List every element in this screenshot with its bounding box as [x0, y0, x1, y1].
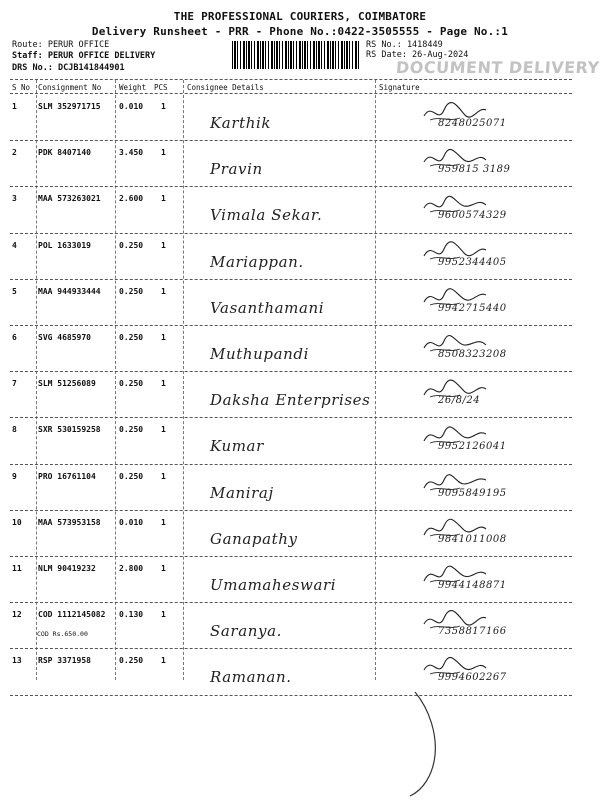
company-title: THE PROFESSIONAL COURIERS, COIMBATORE	[173, 10, 427, 23]
row-signature-phone: 9095849195	[438, 487, 507, 499]
row-consignment-no: MAA 944933444	[38, 286, 101, 296]
row-rule	[10, 279, 572, 280]
col-header-signature: Signature	[379, 83, 420, 92]
row-signature-phone: 8248025071	[438, 118, 507, 129]
row-signature	[420, 98, 580, 142]
row-signature-phone: 9942715440	[438, 302, 507, 314]
row-consignee-name: Maniraj	[210, 483, 274, 502]
row-weight: 0.010	[119, 102, 144, 111]
row-sno: 9	[12, 471, 17, 481]
row-weight: 0.010	[119, 517, 144, 527]
row-consignee-name: Umamaheswari	[210, 576, 337, 594]
row-rule	[10, 186, 572, 187]
row-consignee-name: Karthik	[210, 114, 272, 132]
row-weight: 0.250	[119, 379, 144, 389]
row-signature	[420, 329, 580, 373]
row-rule	[10, 648, 572, 649]
row-rule	[10, 325, 572, 326]
table-row	[10, 327, 572, 373]
row-consignee-name: Daksha Enterprises	[210, 391, 371, 410]
row-signature-phone: 9944148871	[438, 580, 507, 591]
row-consignment-no: PDK 8407140	[38, 148, 91, 158]
row-weight: 0.250	[119, 333, 144, 342]
row-pcs: 1	[161, 517, 166, 527]
row-consignment-no: SLM 352971715	[38, 102, 101, 111]
row-rule	[10, 695, 572, 696]
table-row	[10, 188, 572, 234]
drs-number: DRS No.: DCJB141844901	[12, 63, 125, 73]
pen-stroke-mark	[385, 690, 445, 800]
row-sno: 5	[12, 286, 17, 296]
row-sno: 1	[12, 102, 17, 111]
row-signature-phone: 9994602267	[438, 672, 507, 684]
row-sno: 12	[12, 610, 22, 620]
row-pcs: 1	[161, 425, 166, 435]
row-consignee-name: Vasanthamani	[210, 298, 325, 317]
row-signature	[420, 283, 580, 327]
row-weight: 0.250	[119, 471, 144, 481]
table-row	[10, 142, 572, 188]
row-rule	[10, 140, 572, 141]
table-row	[10, 512, 572, 558]
row-sno: 10	[12, 517, 22, 527]
row-weight: 3.450	[119, 148, 144, 158]
row-pcs: 1	[161, 286, 166, 296]
table-row	[10, 281, 572, 327]
table-row	[10, 373, 572, 419]
table-row	[10, 96, 572, 142]
table-row	[10, 604, 572, 650]
row-signature	[420, 237, 580, 281]
row-consignee-name: Saranya.	[210, 622, 282, 641]
row-rule	[10, 417, 572, 418]
row-signature	[420, 421, 580, 465]
row-rule	[10, 464, 572, 465]
row-consignment-no: SXR 530159258	[38, 425, 101, 435]
row-pcs: 1	[161, 240, 166, 250]
row-signature-phone: 9600574329	[438, 210, 507, 222]
row-signature-phone: 26/8/24	[438, 395, 481, 407]
row-rule	[10, 602, 572, 603]
row-weight: 0.250	[119, 286, 144, 296]
row-pcs: 1	[161, 333, 166, 342]
rs-number: RS No.: 1418449	[366, 40, 443, 50]
runsheet-subtitle: Delivery Runsheet - PRR - Phone No.:0422-3505555 - Page No.:1	[91, 25, 509, 38]
row-cod-note: COD Rs.650.00	[37, 630, 88, 639]
row-consignment-no: MAA 573953158	[38, 517, 101, 527]
row-consignee-name: Mariappan.	[210, 252, 304, 271]
col-header-consignee: Consignee Details	[187, 83, 264, 92]
row-consignment-no: SLM 51256089	[38, 379, 96, 389]
row-signature-phone: 9952126041	[438, 441, 507, 453]
row-sno: 3	[12, 194, 17, 204]
col-header-pcs: PCS	[154, 83, 168, 92]
row-signature-phone: 8508323208	[438, 349, 507, 360]
row-pcs: 1	[161, 379, 166, 389]
row-weight: 2.800	[119, 564, 144, 573]
row-consignee-name: Kumar	[210, 437, 264, 456]
route-label: Route: PERUR OFFICE	[12, 40, 110, 50]
row-sno: 13	[12, 656, 22, 666]
row-signature	[420, 560, 580, 604]
row-consignment-no: NLM 90419232	[38, 564, 96, 573]
row-consignee-name: Vimala Sekar.	[210, 206, 323, 225]
row-consignee-name: Pravin	[210, 160, 263, 179]
row-signature	[420, 144, 580, 188]
col-header-sno: S No	[12, 83, 31, 92]
table-row	[10, 650, 572, 696]
row-pcs: 1	[161, 194, 166, 204]
row-signature	[420, 514, 580, 558]
row-consignee-name: Ramanan.	[210, 668, 292, 687]
row-sno: 6	[12, 333, 17, 342]
header-rule	[10, 93, 572, 94]
row-consignment-no: COD 1112145082	[38, 610, 106, 620]
row-consignee-name: Ganapathy	[210, 529, 298, 548]
row-sno: 4	[12, 240, 17, 250]
row-consignment-no: SVG 4685970	[38, 333, 91, 342]
row-signature	[420, 468, 580, 512]
table-top-rule	[10, 79, 572, 80]
row-pcs: 1	[161, 564, 166, 573]
row-weight: 0.250	[119, 656, 144, 666]
row-weight: 0.250	[119, 425, 144, 435]
row-weight: 0.130	[119, 610, 144, 620]
row-sno: 8	[12, 425, 17, 435]
barcode	[232, 41, 360, 69]
table-row	[10, 419, 572, 465]
row-rule	[10, 371, 572, 372]
row-pcs: 1	[161, 148, 166, 158]
row-signature-phone: 7358817166	[438, 626, 507, 638]
row-rule	[10, 556, 572, 557]
row-signature-phone: 9952344405	[438, 256, 507, 268]
row-consignment-no: MAA 573263021	[38, 194, 101, 204]
col-header-weight: Weight	[119, 83, 147, 92]
table-row	[10, 466, 572, 512]
table-row	[10, 235, 572, 281]
row-signature-phone: 959815 3189	[438, 164, 511, 176]
table-row	[10, 558, 572, 604]
row-weight: 2.600	[119, 194, 144, 204]
row-pcs: 1	[161, 656, 166, 666]
row-sno: 7	[12, 379, 17, 389]
col-header-consignment: Consignment No	[38, 83, 102, 92]
rs-date: RS Date: 26-Aug-2024	[366, 50, 469, 60]
staff-label: Staff: PERUR OFFICE DELIVERY	[12, 51, 156, 61]
row-signature-phone: 9841011008	[438, 533, 507, 545]
document-delivery-stamp: DOCUMENT DELIVERY	[395, 58, 600, 77]
row-sno: 2	[12, 148, 17, 158]
row-rule	[10, 233, 572, 234]
row-signature	[420, 375, 580, 419]
row-consignment-no: RSP 3371958	[38, 656, 91, 666]
row-rule	[10, 510, 572, 511]
row-pcs: 1	[161, 471, 166, 481]
row-sno: 11	[12, 564, 22, 573]
row-consignment-no: POL 1633019	[38, 240, 91, 250]
row-pcs: 1	[161, 102, 166, 111]
row-consignment-no: PRO 16761104	[38, 471, 96, 481]
row-pcs: 1	[161, 610, 166, 620]
row-consignee-name: Muthupandi	[210, 345, 309, 363]
row-weight: 0.250	[119, 240, 144, 250]
row-signature	[420, 606, 580, 650]
row-signature	[420, 190, 580, 234]
